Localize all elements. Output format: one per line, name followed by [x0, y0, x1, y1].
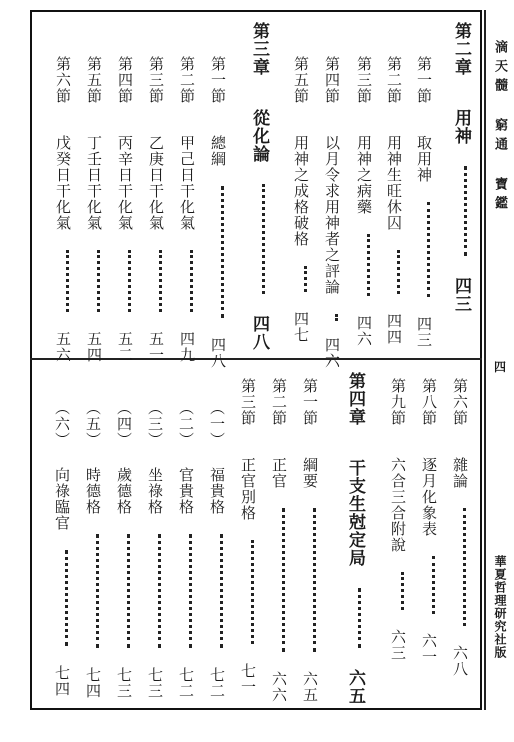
item-title: 歲德格	[115, 467, 133, 515]
leader-dots	[127, 534, 130, 648]
page-ref: 七二	[208, 667, 226, 699]
page-ref: 四九	[178, 331, 196, 363]
item-number: （一）	[208, 400, 226, 448]
leader-dots	[96, 534, 99, 648]
item-title: 福貴格	[208, 467, 226, 515]
leader-dots	[313, 508, 316, 652]
chapter-label: 第四章	[345, 372, 365, 426]
section-number: 第三節	[239, 378, 257, 426]
leader-dots	[159, 250, 162, 312]
leader-dots	[401, 572, 404, 610]
leader-dots	[158, 534, 161, 648]
section-title: 綱要	[301, 457, 319, 489]
page-ref: 六六	[270, 671, 288, 703]
leader-dots	[463, 508, 466, 626]
page-ref: 六五	[345, 669, 365, 705]
page-ref: 七四	[84, 667, 102, 699]
page-ref: 四七	[292, 311, 310, 343]
toc-misc-sec6[interactable]	[452, 378, 472, 677]
section-number: 第一節	[415, 56, 433, 104]
leader-dots	[251, 540, 254, 644]
leader-dots	[282, 508, 285, 652]
running-title-text: 滴天髓 窮通 寶鑑	[492, 40, 507, 215]
toc-ch4-sec3[interactable]	[240, 378, 260, 695]
leader-dots	[190, 250, 193, 312]
toc-ch2-sec4[interactable]	[324, 56, 344, 369]
toc-sub4[interactable]	[116, 400, 136, 699]
leader-dots	[304, 266, 307, 292]
chapter-title: 干支生尅定局	[345, 459, 365, 567]
section-title: 以月令求用神者之評論	[323, 135, 341, 295]
page-ref: 七四	[53, 665, 71, 697]
section-title: 甲己日干化氣	[178, 135, 196, 231]
section-number: 第八節	[420, 378, 438, 426]
section-title: 乙庚日干化氣	[147, 135, 165, 231]
toc-ch3-sec9[interactable]	[390, 378, 410, 661]
section-title: 丙辛日干化氣	[116, 135, 134, 231]
chapter-label: 第二章	[451, 22, 471, 76]
leader-dots	[221, 186, 224, 318]
toc-ch4-sec1[interactable]	[302, 378, 322, 703]
chapter-label: 第三章	[249, 22, 269, 76]
page-ref: 五一	[147, 331, 165, 363]
section-title: 雜論	[451, 457, 469, 489]
section-number: 第二節	[385, 56, 403, 104]
section-number: 第六節	[451, 378, 469, 426]
page-ref: 五六	[54, 331, 72, 363]
leader-dots	[66, 250, 69, 312]
page-ref: 七二	[177, 667, 195, 699]
item-number: （六）	[53, 400, 71, 448]
section-title: 正官別格	[239, 457, 257, 521]
item-number: （三）	[146, 400, 164, 448]
page-ref: 四六	[355, 315, 373, 347]
section-title: 六合三合附說	[389, 457, 407, 553]
section-title: 丁壬日干化氣	[85, 135, 103, 231]
toc-ch3-sec6[interactable]	[55, 56, 75, 363]
section-number: 第二節	[178, 56, 196, 104]
page-ref: 四六	[323, 337, 341, 369]
page-ref: 六五	[301, 671, 319, 703]
toc-chapter-4[interactable]	[346, 372, 367, 705]
chapter-title: 從化論	[249, 109, 269, 163]
item-title: 時德格	[84, 467, 102, 515]
section-number: 第六節	[54, 56, 72, 104]
page-ref: 五四	[85, 331, 103, 363]
item-number: （五）	[84, 400, 102, 448]
leader-dots	[189, 534, 192, 648]
toc-sub5[interactable]	[85, 400, 105, 699]
page-ref: 七三	[115, 667, 133, 699]
section-title: 取用神	[415, 135, 433, 183]
page-ref: 六八	[451, 645, 469, 677]
section-title: 用神之病藥	[355, 135, 373, 215]
toc-ch2-sec2[interactable]	[386, 56, 406, 345]
leader-dots	[65, 550, 68, 646]
page-ref: 六三	[389, 629, 407, 661]
margin-rule	[484, 10, 486, 710]
page-ref: 六一	[420, 633, 438, 665]
leader-dots	[358, 588, 361, 648]
toc-ch3-sec3[interactable]	[148, 56, 168, 363]
toc-sub1[interactable]	[209, 400, 229, 699]
leader-dots	[427, 202, 430, 297]
leader-dots	[367, 234, 370, 296]
section-number: 第二節	[270, 378, 288, 426]
running-title	[490, 40, 509, 215]
leader-dots	[397, 250, 400, 294]
page-ref: 四三	[415, 316, 433, 348]
toc-ch3-sec4[interactable]	[117, 56, 137, 363]
section-number: 第四節	[323, 56, 341, 104]
toc-chapter-2[interactable]	[452, 22, 473, 352]
toc-ch3-sec2[interactable]	[179, 56, 199, 363]
section-number: 第五節	[292, 56, 310, 104]
section-title: 總綱	[209, 135, 227, 167]
toc-chapter-3[interactable]	[250, 22, 271, 351]
leader-dots	[128, 250, 131, 312]
section-title: 用神之成格破格	[292, 135, 310, 247]
publisher-imprint: 華夏哲理研究社版	[493, 555, 507, 659]
section-number: 第三節	[355, 56, 373, 104]
toc-ch3-sec5[interactable]	[86, 56, 106, 363]
item-title: 官貴格	[177, 467, 195, 515]
toc-ch3-sec8[interactable]	[421, 378, 441, 665]
section-number: 第一節	[209, 56, 227, 104]
toc-sub6[interactable]	[54, 400, 74, 697]
leader-dots	[97, 250, 100, 312]
item-number: （四）	[115, 400, 133, 448]
section-number: 第三節	[147, 56, 165, 104]
section-title: 逐月化象表	[420, 457, 438, 537]
leader-dots	[220, 534, 223, 648]
section-title: 正官	[270, 457, 288, 489]
leader-dots	[335, 314, 338, 318]
page-ref: 四四	[385, 313, 403, 345]
toc-ch3-sec1[interactable]	[210, 56, 230, 369]
toc-ch2-sec5[interactable]	[293, 56, 313, 343]
page-ref: 四八	[249, 315, 269, 351]
item-title: 向祿臨官	[53, 467, 71, 531]
page-ref: 七一	[239, 663, 257, 695]
leader-dots	[464, 166, 467, 256]
section-number: 第五節	[85, 56, 103, 104]
page-ref: 四八	[209, 337, 227, 369]
toc-ch2-sec3[interactable]	[356, 56, 376, 347]
section-title: 用神生旺休囚	[385, 135, 403, 231]
page-ref: 七三	[146, 667, 164, 699]
page-number: 四	[494, 360, 507, 374]
page-ref: 五二	[116, 331, 134, 363]
item-number: （二）	[177, 400, 195, 448]
leader-dots	[262, 184, 265, 294]
section-title: 戊癸日干化氣	[54, 135, 72, 231]
leader-dots	[432, 556, 435, 614]
section-number: 第一節	[301, 378, 319, 426]
section-number: 第四節	[116, 56, 134, 104]
toc-ch2-sec1[interactable]	[416, 56, 436, 348]
toc-sub3[interactable]	[147, 400, 167, 699]
item-title: 坐祿格	[146, 467, 164, 515]
toc-ch4-sec2[interactable]	[271, 378, 291, 703]
page-ref: 四三	[451, 277, 471, 313]
section-number: 第九節	[389, 378, 407, 426]
toc-sub2[interactable]	[178, 400, 198, 699]
chapter-title: 用神	[451, 109, 471, 145]
